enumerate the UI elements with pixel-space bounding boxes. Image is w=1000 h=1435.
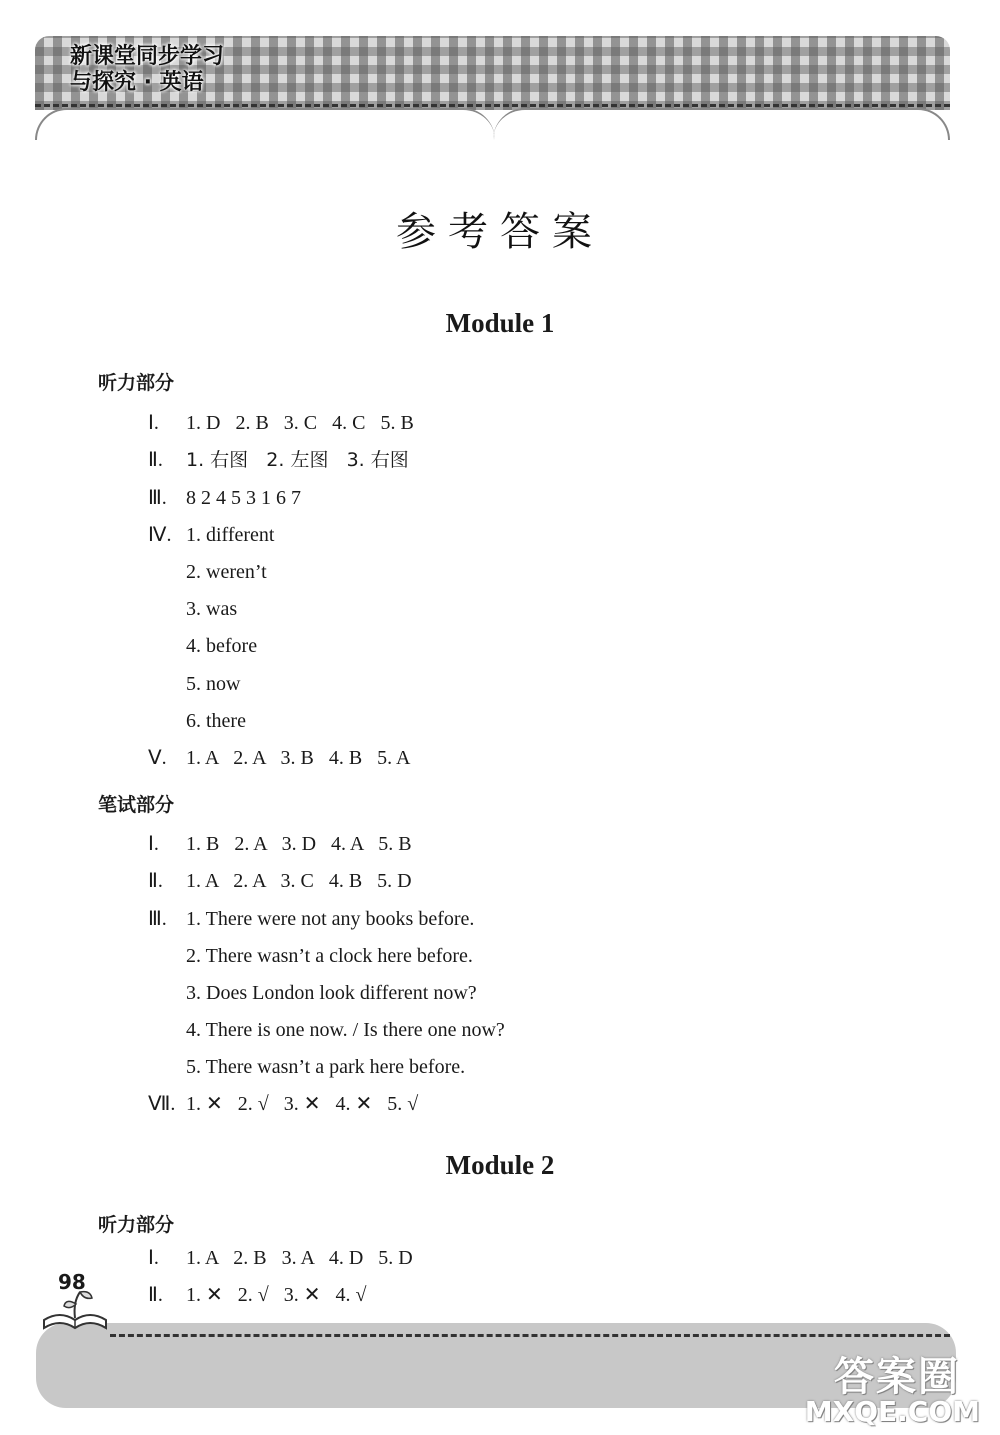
answer-text: 1. different <box>186 524 275 546</box>
roman-numeral: Ⅱ. <box>148 449 163 471</box>
module1-writing-title: 笔试部分 <box>98 794 175 816</box>
answer-line <box>148 1245 413 1271</box>
roman-numeral: Ⅲ. <box>148 908 167 930</box>
module2-title: Module 2 <box>445 1150 555 1180</box>
series-title <box>70 44 224 96</box>
roman-numeral: Ⅱ. <box>148 870 163 892</box>
header-curve-left <box>35 108 495 140</box>
roman-numeral: Ⅰ. <box>148 833 159 855</box>
answer-line <box>148 831 412 857</box>
page-number: 98 <box>58 1270 86 1294</box>
header-divider <box>35 104 950 107</box>
watermark-url: MXQE.COM <box>804 1395 980 1428</box>
roman-numeral: Ⅱ. <box>148 1284 163 1306</box>
answer-line: 4. There is one now. / Is there one now? <box>186 1019 505 1041</box>
roman-numeral: Ⅴ. <box>148 747 167 769</box>
answer-text: 1. 右图 2. 左图 3. 右图 <box>186 449 409 471</box>
page-title: 参考答案 <box>396 209 604 255</box>
answer-line: 3. was <box>186 598 238 620</box>
answer-line <box>148 1091 418 1117</box>
roman-numeral: Ⅰ. <box>148 1247 159 1269</box>
answer-text: 1. A 2. A 3. B 4. B 5. A <box>186 747 411 769</box>
answer-line <box>148 868 412 894</box>
answer-text: 8 2 4 5 3 1 6 7 <box>186 487 301 509</box>
answer-text: 1. A 2. A 3. C 4. B 5. D <box>186 870 412 892</box>
answer-line: 4. before <box>186 635 258 657</box>
answer-text: 1. D 2. B 3. C 4. C 5. B <box>186 412 414 434</box>
answer-text: 1. There were not any books before. <box>186 908 475 930</box>
footer-divider <box>110 1334 950 1337</box>
answer-line: 5. now <box>186 673 241 695</box>
answer-line: 2. There wasn’t a clock here before. <box>186 945 473 967</box>
answer-line: 6. there <box>186 710 246 732</box>
series-title-line1: 新课堂同步学习 <box>70 44 225 69</box>
answer-text: 1. ✕ 2. √ 3. ✕ 4. √ <box>186 1284 367 1306</box>
roman-numeral: Ⅰ. <box>148 412 159 434</box>
roman-numeral: Ⅶ. <box>148 1093 176 1115</box>
answer-line: 5. There wasn’t a park here before. <box>186 1056 466 1078</box>
answer-line <box>148 522 275 548</box>
module1-title: Module 1 <box>445 308 555 338</box>
answer-text: 1. B 2. A 3. D 4. A 5. B <box>186 833 412 855</box>
roman-numeral: Ⅳ. <box>148 524 172 546</box>
module1-listening-title: 听力部分 <box>98 372 175 394</box>
answer-line <box>148 447 409 473</box>
answer-line <box>148 745 411 771</box>
series-title-line2: 与探究 · 英语 <box>70 70 204 95</box>
answer-line <box>148 485 301 511</box>
answer-line <box>148 410 414 436</box>
module2-listening-title: 听力部分 <box>98 1214 175 1236</box>
answer-line <box>148 906 474 932</box>
answer-text: 1. ✕ 2. √ 3. ✕ 4. ✕ 5. √ <box>186 1093 419 1115</box>
answer-line: 2. weren’t <box>186 561 267 583</box>
answer-text: 1. A 2. B 3. A 4. D 5. D <box>186 1247 413 1269</box>
header-curve-right <box>493 108 950 140</box>
watermark-logo: 答案圈 <box>834 1354 960 1400</box>
roman-numeral: Ⅲ. <box>148 487 167 509</box>
answer-line: 3. Does London look different now? <box>186 982 477 1004</box>
answer-line <box>148 1282 366 1308</box>
